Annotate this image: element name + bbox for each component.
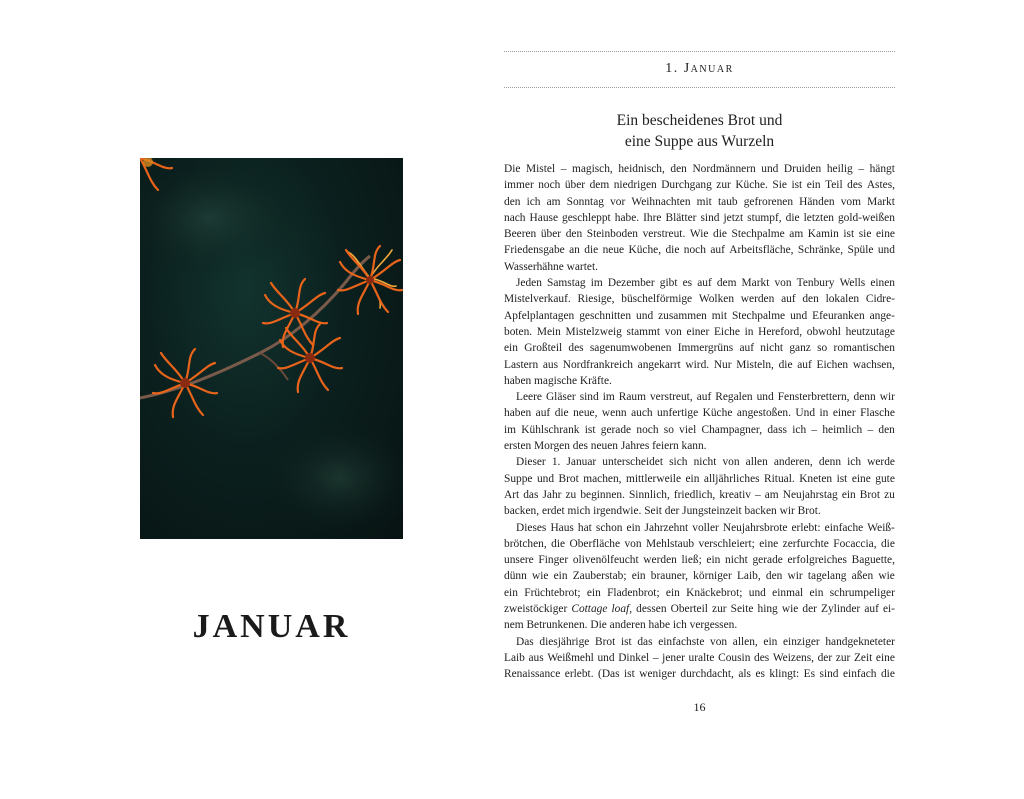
month-title: JANUAR	[192, 608, 351, 645]
heading-line: eine Suppe aus Wurzeln	[624, 133, 775, 150]
text-line: Jeden Samstag im Dezember gibt es auf dem Markt von Tenbury Wells einen	[516, 277, 895, 290]
text-line: Beeren über den Steinboden verstreut. Wie die Stechpalme am Kamin ist sie eine	[504, 228, 895, 241]
text-line: Laib aus Weißmehl und Dinkel – jener uralte Cousin des Weizens, der zur Zeit eine	[504, 651, 895, 664]
page-number: 16	[693, 700, 706, 714]
text-line: Dieses Haus hat schon ein Jahrzehnt voller Neujahrsbrote erlebt: einfache Weiß-	[516, 521, 895, 534]
text-line: Leere Gläser sind im Raum verstreut, auf Regalen und Fensterbrettern, denn wir	[516, 391, 895, 404]
text-line: Dieser 1. Januar unterscheidet sich nicht von allen anderen, denn ich werde	[516, 456, 895, 469]
text-line: boten. Mein Mistelzweig stammt von einer Eiche in Hereford, obwohl heutzutage	[504, 325, 895, 338]
right-page	[470, 0, 1024, 799]
text-line: nach Hause geschleppt habe. Ihre Blätter sind jetzt stumpf, die letzten gold-weißen	[504, 211, 895, 224]
left-page	[0, 0, 470, 799]
top-rule	[504, 51, 895, 52]
text-line: immer noch über dem niedrigen Durchgang zur Küche. Sie ist ein Teil des Astes,	[504, 179, 895, 192]
text-line: Apfelplantagen geschnitten und zusammen mit Stechpalme und Efeuranken ange-	[504, 309, 895, 322]
text-line: zweistöckiger Cottage loaf, dessen Oberteil zur Seite hing wie der Zylinder auf ei-	[504, 603, 895, 616]
text-line: Lastern aus Nordfrankreich angekarrt wird. Nur Misteln, die auf Eichen wachsen,	[504, 358, 895, 371]
text-line: haben magische Kräfte.	[504, 374, 612, 387]
heading-line: Ein bescheidenes Brot und	[616, 112, 783, 129]
chapter-date: 1. Januar	[665, 61, 734, 76]
witch-hazel-photo	[140, 158, 403, 539]
text-line: haben auf die neue, wenn auch unfertige Küche angestoßen. Und in einer Flasche	[504, 407, 895, 420]
text-line: Wasserhähne wartet.	[504, 260, 598, 273]
text-line: im Kühlschrank ist gerade noch so viel Champagner, dass ich – heimlich – den	[504, 423, 895, 436]
text-line: Das diesjährige Brot ist das einfachste von allen, ein einziger handgekneteter	[516, 635, 895, 648]
text-line: ersten Morgen des neuen Jahres feiern kann.	[504, 440, 707, 453]
flower-branch-image	[140, 158, 403, 539]
text-line: Friedensgabe an die neue Küche, die noch auf Arbeitsfläche, Schränke, Spüle und	[504, 244, 895, 257]
text-line: Renaissance erlebt. (Das ist weniger durchdacht, als es klingt: Es sind einfach die	[504, 668, 895, 681]
text-line: backen, erdet mich irgendwie. Seit der Jungsteinzeit backen wir Brot.	[504, 505, 821, 518]
text-line: nem Betrunkenen. Die anderen habe ich vergessen.	[504, 619, 738, 632]
text-line: Art das Jahr zu beginnen. Sinnlich, friedlich, kreativ – am Neujahrstag ein Brot zu	[504, 488, 895, 501]
text-line: brötchen, die Oberfläche von Mehlstaub verschleiert; eine zerfurchte Focaccia, die	[504, 537, 895, 550]
text-line: Suppe und Brot machen, mittlerweile ein alljährliches Ritual. Kneten ist eine gute	[504, 472, 895, 485]
text-line: Die Mistel – magisch, heidnisch, den Nordmännern und Druiden heilig – hängt	[504, 163, 895, 175]
chapter-heading	[504, 110, 895, 152]
text-line: den ich am Sonntag vor Weihnachten mit taub gefrorenen Händen vom Markt	[504, 195, 895, 208]
text-line: ein Früchtebrot; ein Fladenbrot; ein Knäckebrot; und einmal ein schrumpeliger	[504, 586, 895, 599]
text-line: dünn wie ein Zauberstab; ein brauner, körniger Laib, den wir tagelang aßen wie	[504, 570, 895, 583]
text-line: unsere Finger olivenölfeucht werden ließ; ein nicht gerade erfolgreiches Baguette,	[504, 554, 895, 567]
text-line: ein Großteil des sagenumwobenen Immergrüns auf nicht ganz so romantischen	[504, 342, 895, 355]
body-text	[504, 161, 895, 683]
bottom-rule	[504, 87, 895, 88]
text-line: Mistelverkauf. Riesige, büschelförmige Wolken werden auf den lokalen Cidre-	[504, 293, 895, 306]
